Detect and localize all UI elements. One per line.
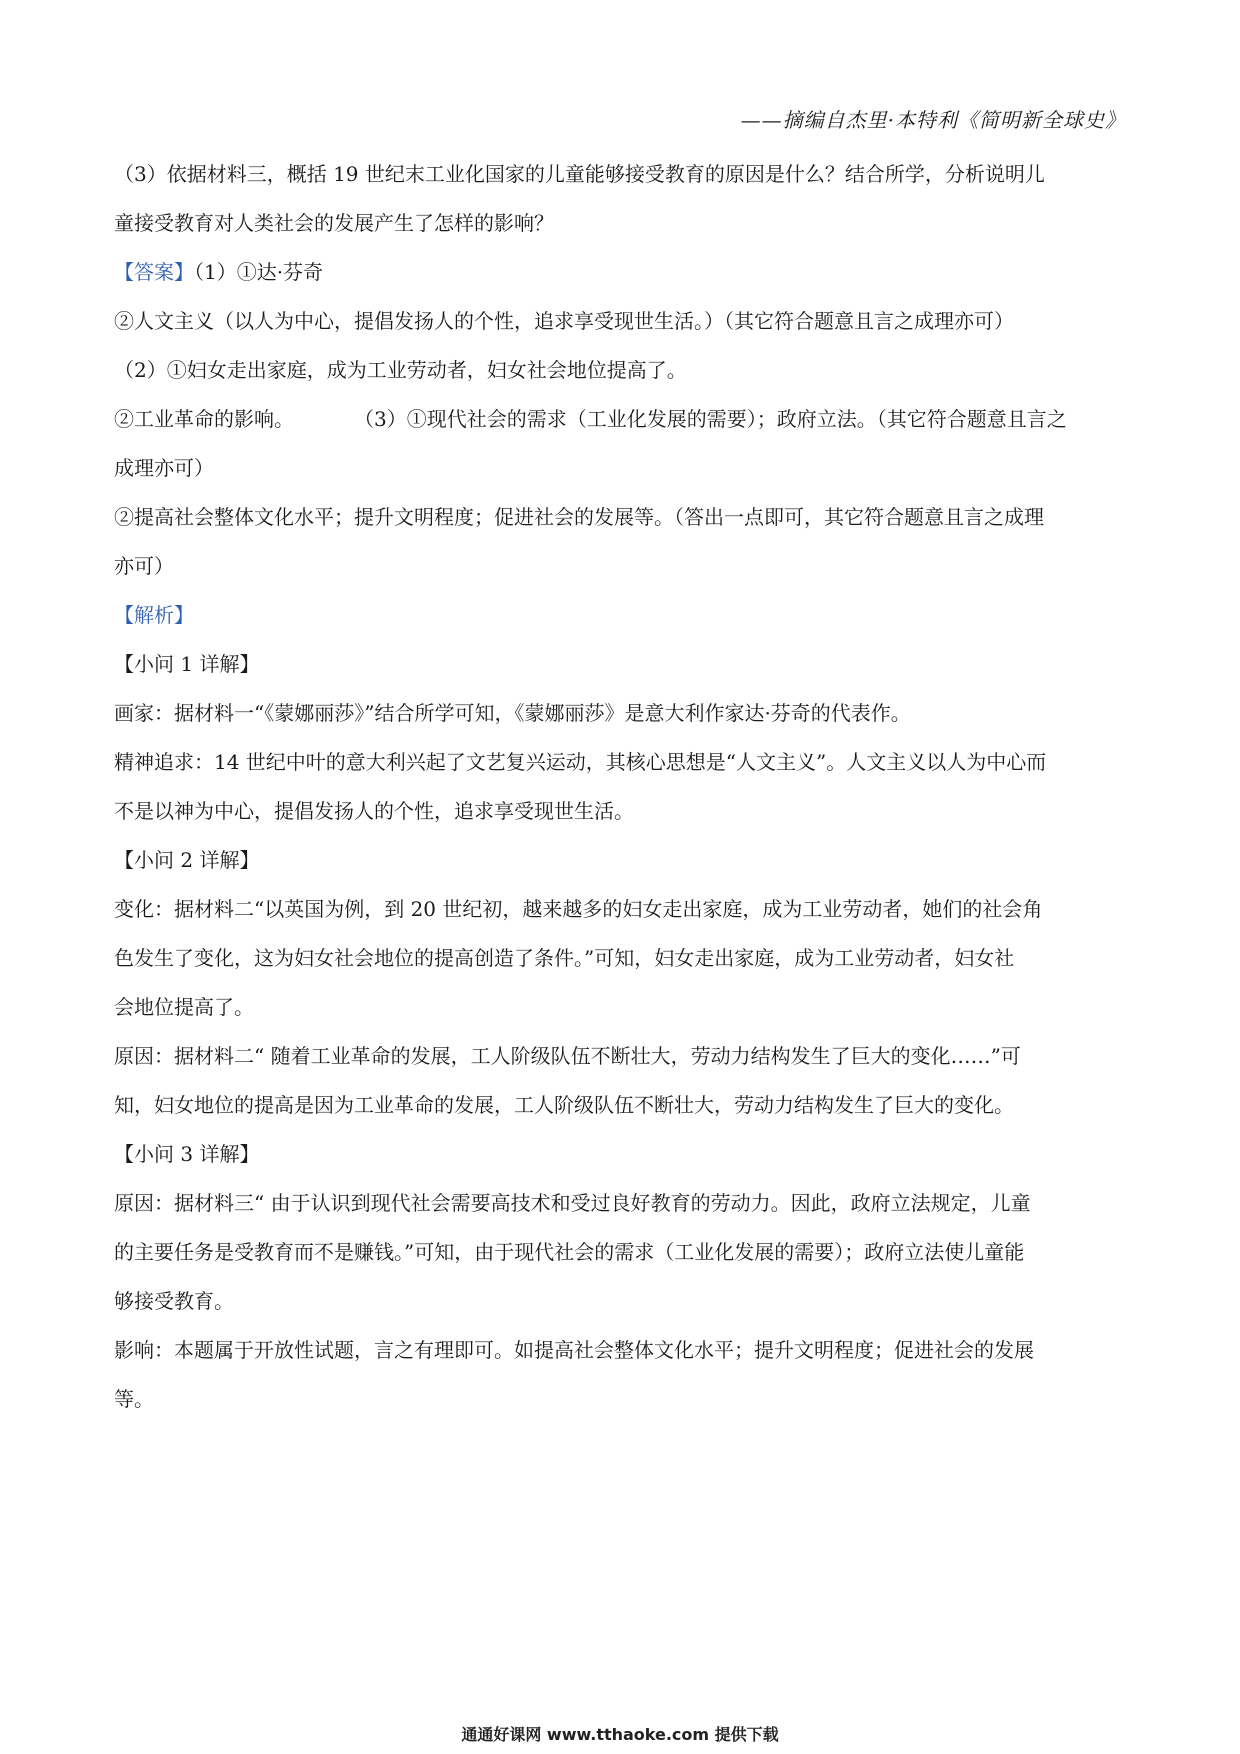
answer-2-1: （2）①妇女走出家庭，成为工业劳动者，妇女社会地位提高了。 xyxy=(114,358,687,382)
answer-line-1 xyxy=(114,248,1126,297)
analysis-tag: 【解析】 xyxy=(114,603,194,627)
subquestion-3-para-1a: 原因：据材料三“ 由于认识到现代社会需要高技术和受过良好教育的劳动力。因此，政府立法规定，儿童 xyxy=(114,1191,1031,1215)
answer-line-4 xyxy=(114,395,1126,444)
answer-3-2-cont: 亦可） xyxy=(114,554,174,578)
answer-3-1: （3）①现代社会的需求（工业化发展的需要）；政府立法。（其它符合题意且言之 xyxy=(354,407,1067,431)
answer-2-2: ②工业革命的影响。 xyxy=(114,407,294,431)
subquestion-1-para-1: 画家：据材料一“《蒙娜丽莎》”结合所学可知，《蒙娜丽莎》是意大利作家达·芬奇的代表作。 xyxy=(114,701,911,725)
subquestion-2-para-1b: 色发生了变化，这为妇女社会地位的提高创造了条件。”可知，妇女走出家庭，成为工业劳动者，妇女社 xyxy=(114,946,1015,970)
subquestion-2-para-1a: 变化：据材料二“以英国为例，到 20 世纪初，越来越多的妇女走出家庭，成为工业劳动者，她们的社会角 xyxy=(114,897,1043,921)
subquestion-3-para-1c: 够接受教育。 xyxy=(114,1289,234,1313)
subquestion-1-title: 【小问 1 详解】 xyxy=(114,652,260,676)
answer-1-2: ②人文主义（以人为中心，提倡发扬人的个性，追求享受现世生活。）（其它符合题意且言之成理亦可） xyxy=(114,309,1014,333)
subquestion-3-para-1b: 的主要任务是受教育而不是赚钱。”可知，由于现代社会的需求（工业化发展的需要）；政府立法使儿童能 xyxy=(114,1240,1025,1264)
subquestion-2-para-2b: 知，妇女地位的提高是因为工业革命的发展，工人阶级队伍不断壮大，劳动力结构发生了巨大的变化。 xyxy=(114,1093,1014,1117)
subquestion-2-para-1c: 会地位提高了。 xyxy=(114,995,254,1019)
question-3-line-2: 童接受教育对人类社会的发展产生了怎样的影响？ xyxy=(114,211,554,235)
subquestion-3-para-2a: 影响：本题属于开放性试题，言之有理即可。如提高社会整体文化水平；提升文明程度；促进社会的发展 xyxy=(114,1338,1034,1362)
footer-watermark: 通通好课网 www.tthaoke.com 提供下载 xyxy=(461,1725,779,1744)
answer-3-2: ②提高社会整体文化水平；提升文明程度；促进社会的发展等。（答出一点即可，其它符合题意且言之成理 xyxy=(114,505,1044,529)
source-citation: ——摘编自杰里·本特利《简明新全球史》 xyxy=(740,108,1126,132)
answer-1-1: （1）①达·芬奇 xyxy=(194,260,324,284)
answer-3-1-cont: 成理亦可） xyxy=(114,456,214,480)
question-3-line-1: （3）依据材料三，概括 19 世纪末工业化国家的儿童能够接受教育的原因是什么？结合所学，分析说明儿 xyxy=(114,162,1045,186)
subquestion-1-para-2a: 精神追求：14 世纪中叶的意大利兴起了文艺复兴运动，其核心思想是“人文主义”。人文主义以人为中心而 xyxy=(114,750,1047,774)
subquestion-2-title: 【小问 2 详解】 xyxy=(114,848,260,872)
subquestion-3-title: 【小问 3 详解】 xyxy=(114,1142,260,1166)
subquestion-3-para-2b: 等。 xyxy=(114,1387,154,1411)
subquestion-1-para-2b: 不是以神为中心，提倡发扬人的个性，追求享受现世生活。 xyxy=(114,799,634,823)
answer-tag: 【答案】 xyxy=(114,260,194,284)
document-body xyxy=(114,150,1126,1424)
subquestion-2-para-2a: 原因：据材料二“ 随着工业革命的发展，工人阶级队伍不断壮大，劳动力结构发生了巨大的变化……”可 xyxy=(114,1044,1021,1068)
